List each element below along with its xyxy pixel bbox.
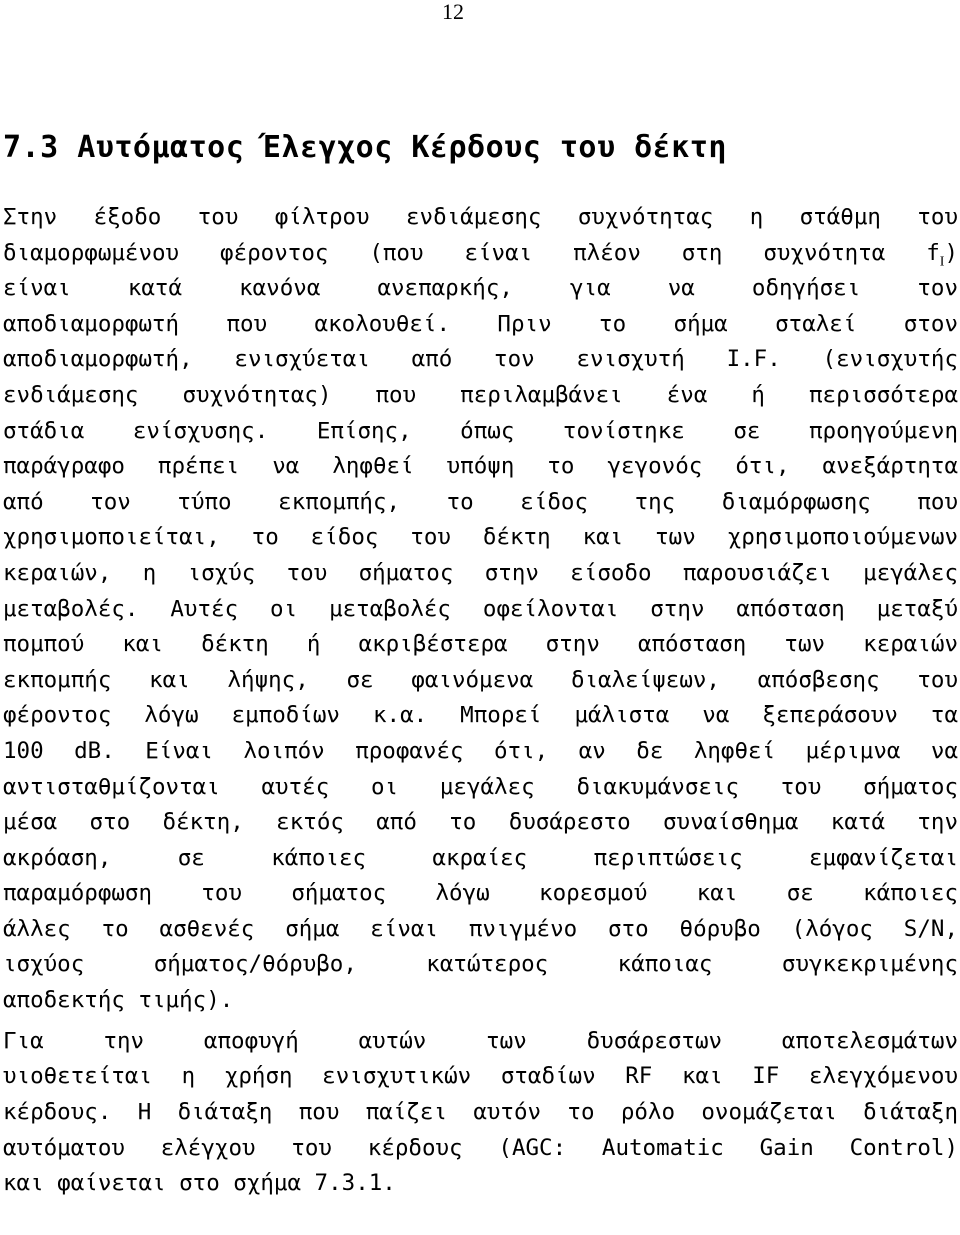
- paragraph-line: ισχύος σήματος/θόρυβο, κατώτερος κάποιας συγκεκριμένης: [3, 951, 958, 978]
- paragraph-line: Για την αποφυγή αυτών των δυσάρεστων αποτελεσμάτων: [3, 1027, 958, 1054]
- section-heading: 7.3 Αυτόματος Έλεγχος Κέρδους του δέκτη: [3, 130, 727, 165]
- paragraph-line: από τον τύπο εκπομπής, το είδος της διαμόρφωσης που: [3, 488, 958, 515]
- paragraph-line: κέρδους. Η διάταξη που παίζει αυτόν το ρόλο ονομάζεται διάταξη: [3, 1098, 958, 1125]
- paragraph-line: χρησιμοποιείται, το είδος του δέκτη και των χρησιμοποιούμενων: [3, 524, 958, 551]
- paragraph-line: μεταβολές. Αυτές οι μεταβολές οφείλονται στην απόσταση μεταξύ: [3, 595, 958, 622]
- paragraph-line: παράγραφο πρέπει να ληφθεί υπόψη το γεγονός ότι, ανεξάρτητα: [3, 453, 958, 480]
- paragraph-line: και φαίνεται στο σχήμα 7.3.1.: [3, 1170, 396, 1197]
- paragraph-line: αυτόματου ελέγχου του κέρδους (AGC: Automatic Gain Control): [3, 1134, 958, 1161]
- paragraph-line: υιοθετείται η χρήση ενισχυτικών σταδίων RF και IF ελεγχόμενου: [3, 1063, 958, 1090]
- paragraph-line: πομπού και δέκτη ή ακριβέστερα στην απόσταση των κεραιών: [3, 631, 958, 658]
- paragraph-line: παραμόρφωση του σήματος λόγω κορεσμού και σε κάποιες: [3, 880, 958, 907]
- paragraph-line: είναι κατά κανόνα ανεπαρκής, για να οδηγήσει τον: [3, 275, 958, 302]
- paragraph-line: αποδιαμορφωτή, ενισχύεται από τον ενισχυτή I.F. (ενισχυτής: [3, 346, 958, 373]
- paragraph-line: αποδεκτής τιμής).: [3, 987, 234, 1014]
- paragraph-line: ακρόαση, σε κάποιες ακραίες περιπτώσεις εμφανίζεται: [3, 844, 958, 871]
- paragraph-line: ενδιάμεσης συχνότητας) που περιλαμβάνει ένα ή περισσότερα: [3, 381, 958, 408]
- paragraph-line: αποδιαμορφωτή που ακολουθεί. Πριν το σήμα σταλεί στον: [3, 310, 958, 337]
- paragraph-line: στάδια ενίσχυσης. Επίσης, όπως τονίστηκε σε προηγούμενη: [3, 417, 958, 444]
- paragraph-line: διαμορφωμένου φέροντος (που είναι πλέον στη συχνότητα $f_I$): [3, 239, 958, 270]
- paragraph-line: φέροντος λόγω εμποδίων κ.α. Μπορεί μάλιστα να ξεπεράσουν τα: [3, 702, 958, 729]
- paragraph-line: εκπομπής και λήψης, σε φαινόμενα διαλείψεων, απόσβεσης του: [3, 666, 958, 693]
- paragraph-line: άλλες το ασθενές σήμα είναι πνιγμένο στο θόρυβο (λόγος S/N,: [3, 915, 958, 942]
- paragraph-line: αντισταθμίζονται αυτές οι μεγάλες διακυμάνσεις του σήματος: [3, 773, 958, 800]
- paragraph-line: 100 dB. Είναι λοιπόν προφανές ότι, αν δε ληφθεί μέριμνα να: [3, 737, 958, 764]
- paragraph-line: κεραιών, η ισχύς του σήματος στην είσοδο παρουσιάζει μεγάλες: [3, 559, 958, 586]
- paragraph-1: [3, 200, 958, 1019]
- page-number: 12: [442, 0, 464, 24]
- paragraph-line: Στην έξοδο του φίλτρου ενδιάμεσης συχνότητας η στάθμη του: [3, 204, 958, 230]
- paragraph-2: [3, 1024, 958, 1202]
- paragraph-line: μέσα στο δέκτη, εκτός από το δυσάρεστο συναίσθημα κατά την: [3, 809, 958, 836]
